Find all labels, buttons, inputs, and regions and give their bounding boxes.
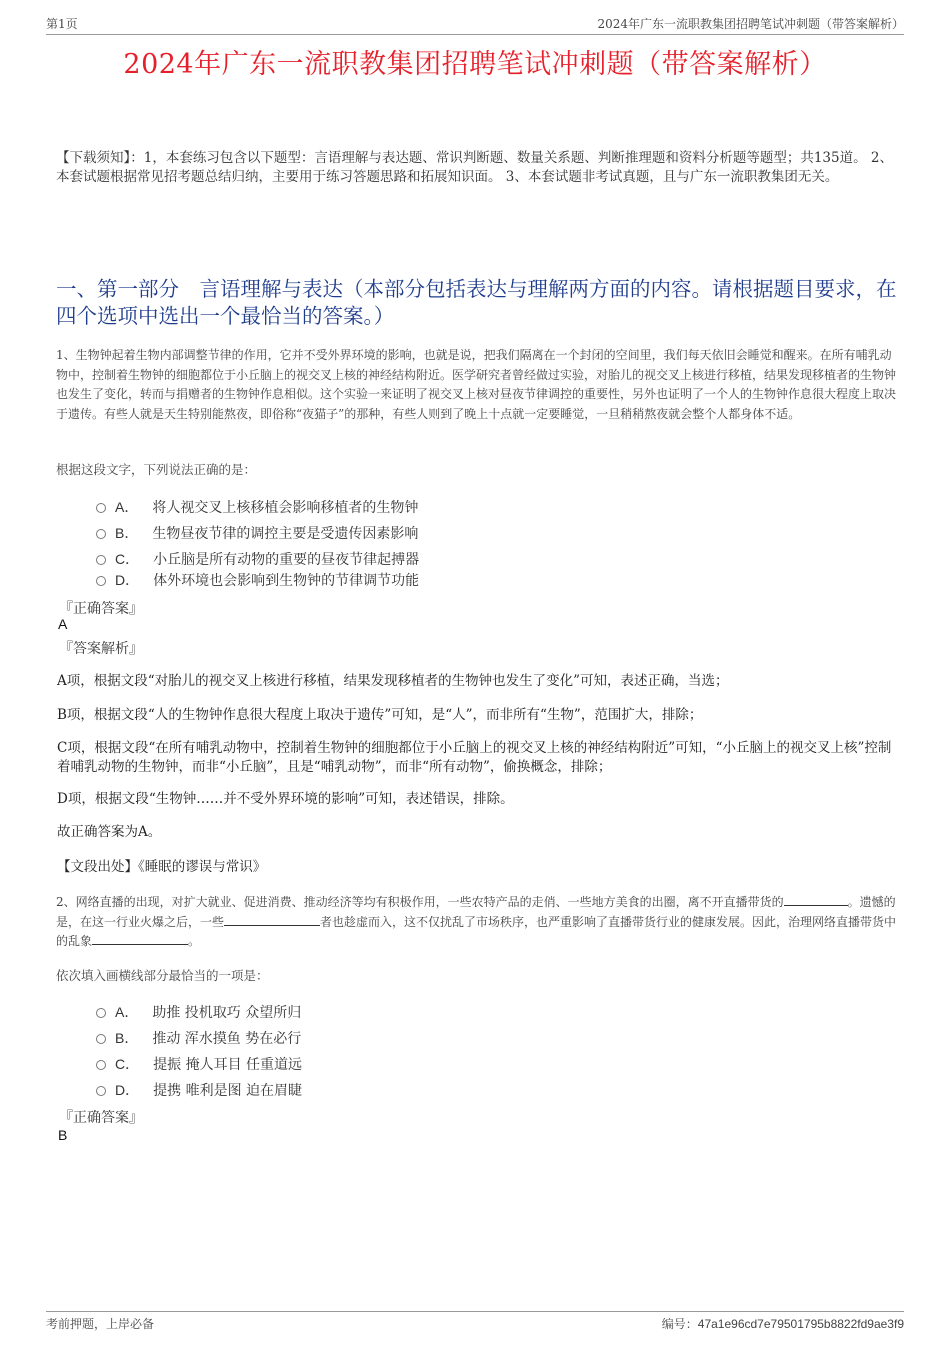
q1-analysis-label: 『答案解析』 — [59, 641, 143, 657]
q1-option-a[interactable]: A． 将人视交叉上核移植会影响移植者的生物钟 — [96, 497, 418, 517]
page-header — [46, 12, 904, 35]
q1-analysis-b: B项，根据文段“人的生物钟作息很大程度上取决于遗传”可知，是“人”，而非所有“生物”，范围扩大，排除； — [57, 707, 703, 723]
header-doc-title: 2024年广东一流职教集团招聘笔试冲刺题（带答案解析） — [597, 17, 904, 31]
fill-blank-1 — [784, 893, 848, 906]
radio-icon[interactable] — [96, 1034, 106, 1044]
radio-icon[interactable] — [96, 555, 106, 565]
fill-blank-2 — [224, 913, 320, 926]
radio-icon[interactable] — [96, 503, 106, 513]
section-heading: 一、第一部分 言语理解与表达（本部分包括表达与理解两方面的内容。请根据题目要求，在四个选项中选出一个最恰当的答案。） — [56, 277, 897, 328]
q1-analysis-a: A项，根据文段“对胎儿的视交叉上核进行移植，结果发现移植者的生物钟也发生了变化”可知，表述正确，当选； — [57, 673, 729, 689]
question-1-prompt: 根据这段文字，下列说法正确的是： — [56, 462, 257, 477]
radio-icon[interactable] — [96, 1086, 106, 1096]
q1-conclusion: 故正确答案为A。 — [57, 824, 162, 840]
question-1-text: 1、生物钟起着生物内部调整节律的作用，它并不受外界环境的影响，也就是说，把我们隔离在一个封闭的空间里，我们每天依旧会睡觉和醒来。在所有哺乳动物中，控制着生物钟的细胞都位于小丘脑上的视交叉上核的神经结构附近。医学研究者曾经做过实验，对胎儿的视交叉上核进行移植，结果发现移植者的生物钟也发生了变化，转而与捐赠者的生物钟作息相似。这个实验一来证明了视交叉上核对昼夜节律调控的重要性，另外也证明了一个人的生物钟作息很大程度上取决于遗传。有些人就是天生特别能熬夜，即俗称“夜猫子”的那种，有些人则到了晚上十点就一定要睡觉，一旦稍稍熬夜就会整个人都身体不适。 — [56, 348, 897, 421]
radio-icon[interactable] — [96, 1008, 106, 1018]
document-title: 2024年广东一流职教集团招聘笔试冲刺题（带答案解析） — [123, 49, 827, 80]
q1-option-d[interactable]: D． 体外环境也会影响到生物钟的节律调节功能 — [96, 570, 419, 590]
q1-option-c[interactable]: C． 小丘脑是所有动物的重要的昼夜节律起搏器 — [96, 549, 419, 569]
document-code: 编号：47a1e96cd7e79501795b8822fd9ae3f9 — [661, 1317, 904, 1331]
q2-option-b[interactable]: B． 推动 浑水摸鱼 势在必行 — [96, 1028, 301, 1048]
q2-option-d[interactable]: D． 提携 唯利是图 迫在眉睫 — [96, 1080, 302, 1100]
q1-answer-label: 『正确答案』 — [59, 601, 143, 617]
radio-icon[interactable] — [96, 576, 106, 586]
q1-answer: A — [58, 616, 68, 632]
radio-icon[interactable] — [96, 529, 106, 539]
question-2-prompt: 依次填入画横线部分最恰当的一项是： — [56, 968, 269, 983]
download-notice: 【下载须知】：1，本套练习包含以下题型：言语理解与表达题、常识判断题、数量关系题、判断推理题和资料分析题等题型；共135道。 2、本套试题根据常见招考题总结归纳，主要用于练习答题思路和拓展知识面。 3、本套试题非考试真题，且与广东一流职教集团无关。 — [56, 150, 893, 185]
footer-slogan: 考前押题，上岸必备 — [46, 1317, 155, 1331]
q1-source: 【文段出处】《睡眠的谬误与常识》 — [57, 859, 267, 875]
q1-option-b[interactable]: B． 生物昼夜节律的调控主要是受遗传因素影响 — [96, 523, 418, 543]
q2-option-a[interactable]: A． 助推 投机取巧 众望所归 — [96, 1002, 301, 1022]
fill-blank-3 — [92, 932, 188, 945]
q1-analysis-c: C项，根据文段“在所有哺乳动物中，控制着生物钟的细胞都位于小丘脑上的视交叉上核的神经结构附近”可知，“小丘脑上的视交叉上核”控制着哺乳动物的生物钟，而非“小丘脑”，且是“哺乳动物”，而非“所有动物”，偷换概念，排除； — [57, 740, 892, 775]
page-number: 第1页 — [46, 17, 78, 31]
question-2-text: 2、网络直播的出现，对扩大就业、促进消费、推动经济等均有积极作用，一些农特产品的走俏、一些地方美食的出圈，离不开直播带货的 。遗憾的是，在这一行业火爆之后，一些 者也趁虚而入，这不仅扰乱了市场秩序，也严重影响了直播带货行业的健康发展。因此，治理网络直播带货中的乱象 。 — [56, 895, 897, 948]
q1-analysis-d: D项，根据文段“生物钟……并不受外界环境的影响”可知，表述错误，排除。 — [57, 791, 514, 807]
q2-answer: B — [58, 1127, 68, 1143]
page-footer — [46, 1311, 904, 1331]
radio-icon[interactable] — [96, 1060, 106, 1070]
q2-option-c[interactable]: C． 提振 掩人耳目 任重道远 — [96, 1054, 302, 1074]
q2-answer-label: 『正确答案』 — [59, 1110, 143, 1126]
